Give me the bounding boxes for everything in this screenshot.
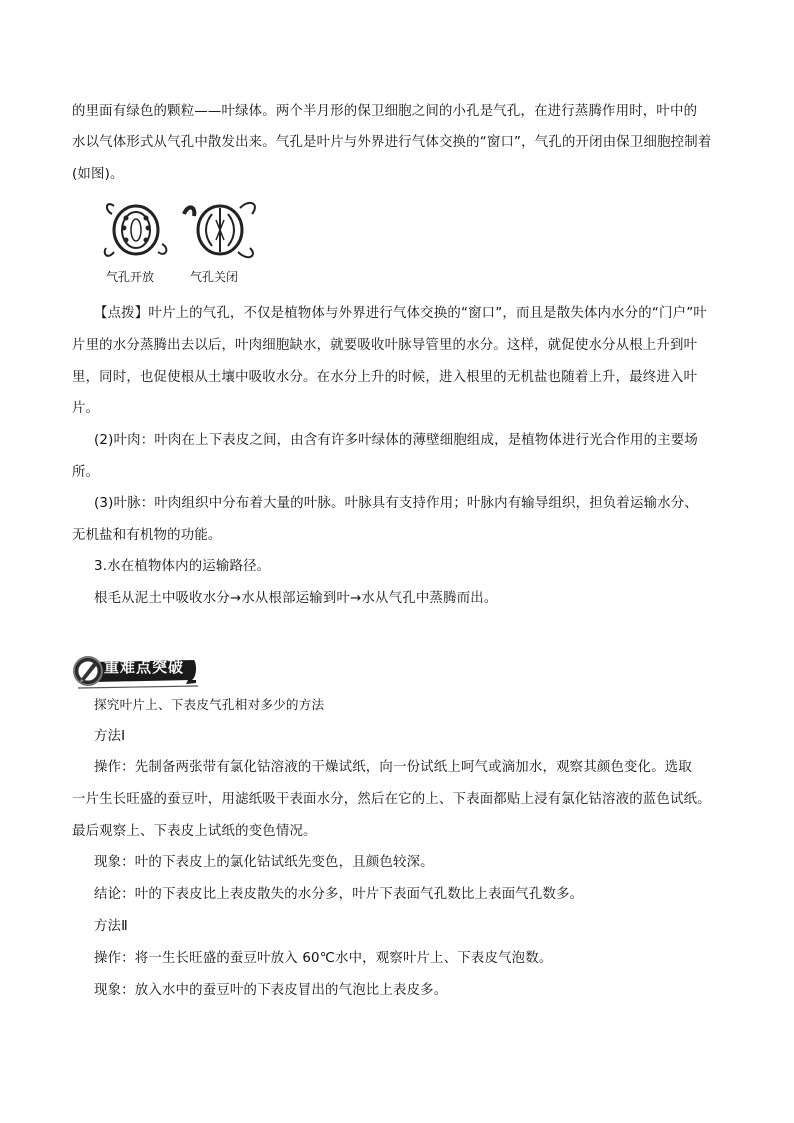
stomata-illustration xyxy=(100,196,270,268)
method1-phenomenon: 现象：叶的下表皮上的氯化钴试纸先变色，且颜色较深。 xyxy=(94,855,434,870)
explore-title: 探究叶片上、下表皮气孔相对多少的方法 xyxy=(94,697,325,712)
transport-path: 根毛从泥土中吸收水分→水从根部运输到叶→水从气孔中蒸腾而出。 xyxy=(94,591,498,606)
method1-operation-line: 操作：先制备两张带有氯化钴溶液的干燥试纸，向一份试纸上呵气或滴加水，观察其颜色变化。选取 xyxy=(94,760,692,775)
mesophyll-line: 所。 xyxy=(72,465,100,480)
figure-caption-open: 气孔开放 xyxy=(106,270,155,284)
paragraph-line: 的里面有绿色的颗粒——叶绿体。两个半月形的保卫细胞之间的小孔是气孔，在进行蒸腾作用时，叶中的 xyxy=(72,104,698,119)
method1-label: 方法Ⅰ xyxy=(94,729,126,744)
tip-line: 片里的水分蒸腾出去以后，叶肉细胞缺水，就要吸收叶脉导管里的水分。这样，就促使水分从根上升到叶 xyxy=(72,338,698,353)
tip-line: 里，同时，也促使根从土壤中吸收水分。在水分上升的时候，进入根里的无机盐也随着上升，最终进入叶 xyxy=(72,370,698,385)
tip-line: 【点拨】叶片上的气孔，不仅是植物体与外界进行气体交换的“窗口”，而且是散失体内水分的“门户”叶 xyxy=(94,306,707,321)
paragraph-line: 水以气体形式从气孔中散发出来。气孔是叶片与外界进行气体交换的“窗口”，气孔的开闭由保卫细胞控制着 xyxy=(72,135,712,150)
transport-heading: 3.水在植物体内的运输路径。 xyxy=(94,559,271,574)
section-header-title: 重难点突破 xyxy=(104,658,185,676)
stoma-closed-drawing xyxy=(184,203,255,257)
method1-operation-line: 最后观察上、下表皮上试纸的变色情况。 xyxy=(72,824,317,839)
vein-line: 无机盐和有机物的功能。 xyxy=(72,528,222,543)
method2-operation: 操作：将一生长旺盛的蚕豆叶放入 60℃水中，观察叶片上、下表皮气泡数。 xyxy=(94,951,553,966)
method1-conclusion: 结论：叶的下表皮比上表皮散失的水分多，叶片下表面气孔数比上表面气孔数多。 xyxy=(94,887,584,902)
tip-line: 片。 xyxy=(72,401,100,416)
method1-operation-line: 一片生长旺盛的蚕豆叶，用滤纸吸干表面水分，然后在它的上、下表面都贴上浸有氯化钴溶液的蓝色试纸。 xyxy=(72,792,711,807)
stomata-figure xyxy=(100,196,270,292)
stoma-open-drawing xyxy=(105,204,167,256)
mesophyll-line: (2)叶肉：叶肉在上下表皮之间，由含有许多叶绿体的薄壁细胞组成，是植物体进行光合作用的主要场 xyxy=(94,433,698,448)
method2-phenomenon: 现象：放入水中的蚕豆叶的下表皮冒出的气泡比上表皮多。 xyxy=(94,983,448,998)
method2-label: 方法Ⅱ xyxy=(94,919,128,934)
section-header-badge xyxy=(70,650,200,690)
figure-caption-closed: 气孔关闭 xyxy=(190,270,239,284)
paragraph-line: (如图)。 xyxy=(72,167,124,182)
vein-line: (3)叶脉：叶肉组织中分布着大量的叶脉。叶脉具有支持作用；叶脉内有输导组织，担负着运输水分、 xyxy=(94,496,698,511)
